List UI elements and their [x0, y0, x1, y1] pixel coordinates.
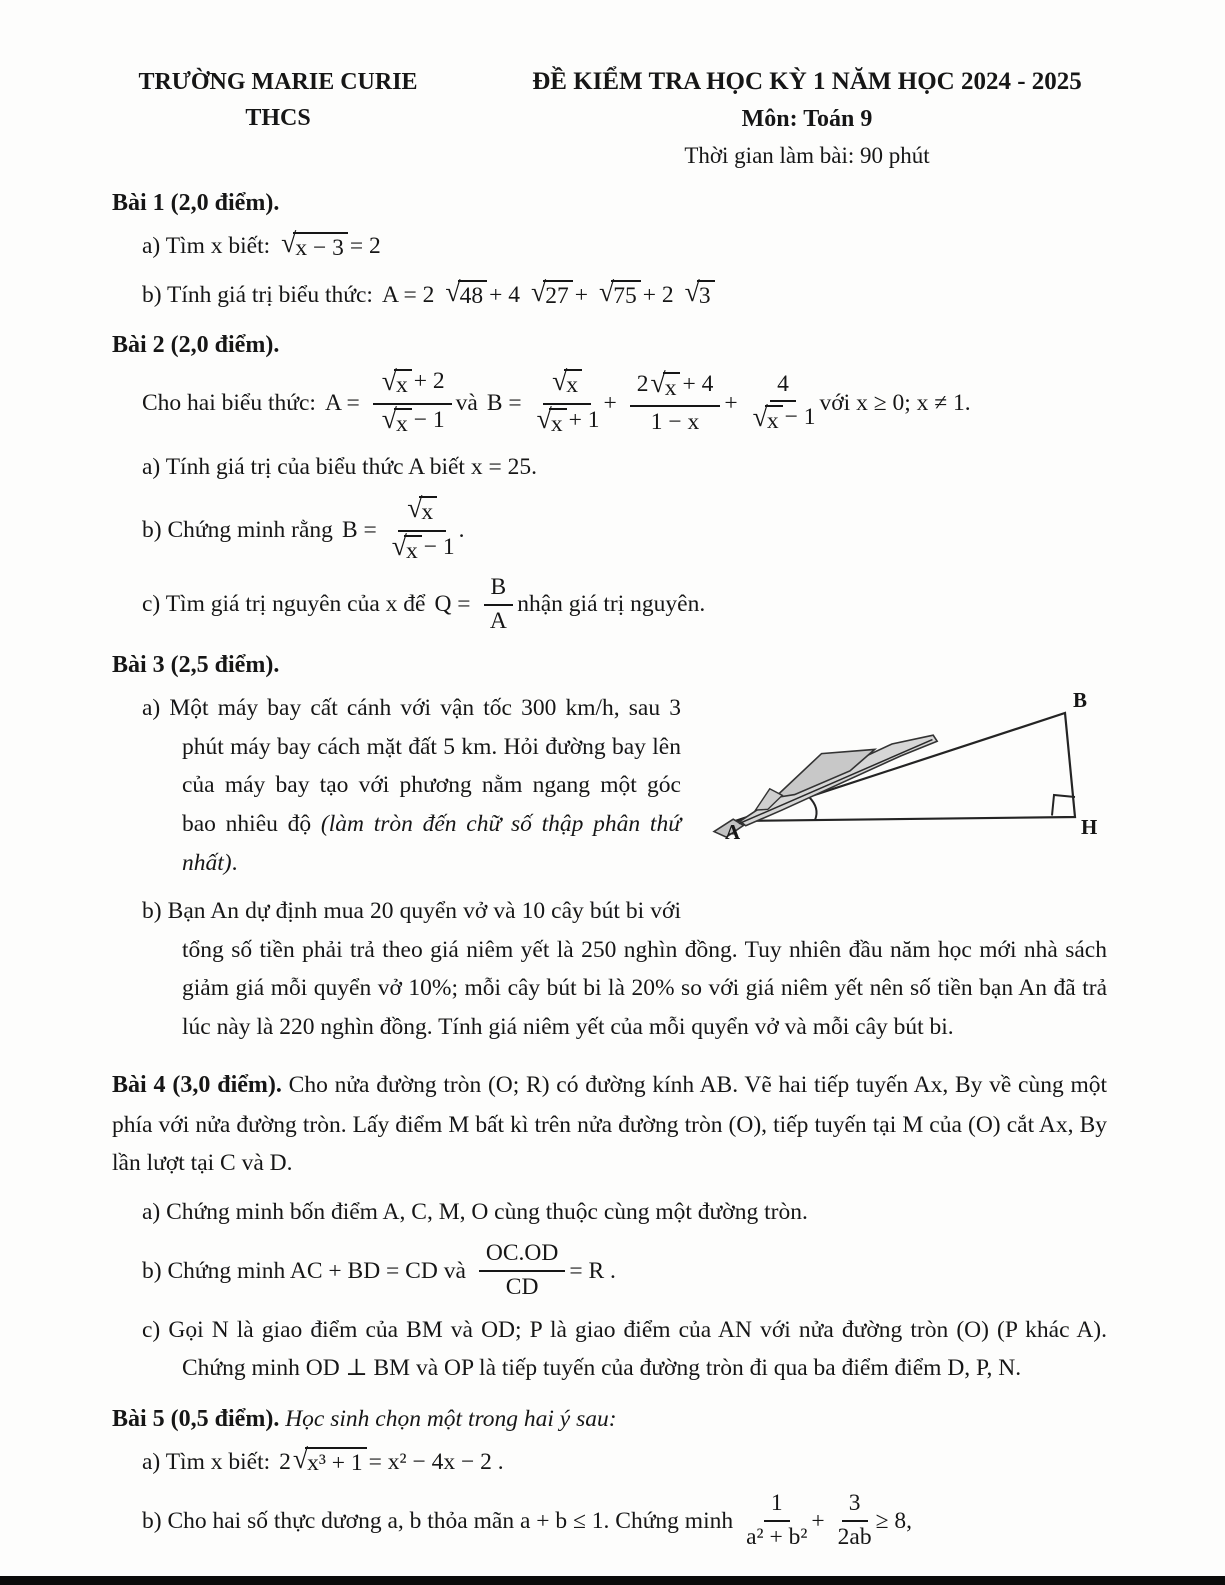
numerator: [770, 372, 796, 403]
math-text: B =: [341, 517, 377, 544]
denominator: [390, 532, 455, 565]
denominator: [651, 407, 700, 436]
numerator: [398, 492, 446, 531]
problem-3-heading: Bài 3 (2,5 điểm).: [112, 652, 280, 679]
math-text: + 2: [642, 281, 674, 308]
exam-title: ĐỀ KIỂM TRA HỌC KỲ 1 NĂM HỌC 2024 - 2025: [532, 68, 1082, 95]
sqrt-expression: [445, 275, 487, 310]
problem-2-item-b: [142, 492, 1107, 564]
denominator: [746, 1522, 807, 1551]
numerator: [373, 365, 452, 404]
radical-icon: √: [650, 367, 666, 399]
condition-text: với x ≥ 0; x ≠ 1.: [819, 390, 971, 417]
item-label: b) Chứng minh AC + BD = CD và: [142, 1257, 466, 1284]
radicand: x: [419, 496, 437, 526]
math-text: A =: [324, 390, 360, 417]
math-text: OC.OD: [485, 1240, 559, 1267]
math-text: 3: [848, 1490, 861, 1517]
radicand: x³ + 1: [305, 1447, 367, 1477]
math-text: a² + b²: [746, 1524, 808, 1551]
radical-icon: √: [684, 275, 700, 307]
math-text: nhận giá trị nguyên.: [517, 591, 706, 618]
radicand: x: [549, 408, 567, 438]
radicand: 75: [611, 280, 641, 310]
radicand: x: [765, 405, 783, 435]
math-text: 1 − x: [650, 408, 700, 435]
radical-icon: √: [381, 365, 397, 397]
problem-5-item-b: [142, 1491, 1107, 1551]
math-text: + 1: [568, 406, 600, 433]
math-text: B =: [486, 390, 522, 417]
denominator: [838, 1522, 872, 1551]
sqrt-expression: [531, 275, 573, 310]
item-label: c) Tìm giá trị nguyên của x để: [142, 591, 426, 618]
problem-4-heading: Bài 4 (3,0 điểm).: [112, 1072, 282, 1099]
radicand: 27: [543, 280, 573, 310]
math-text: ≥ 8,: [875, 1508, 913, 1535]
airplane-triangle-diagram: [707, 691, 1107, 841]
problem-4-item-c: c) Gọi N là giao điểm của BM và OD; P là giao điểm của AN với nửa đường tròn (O) (P khác A). Chứng minh OD ⊥ BM và OP là tiếp tuyến của đường tròn đi qua ba điểm điểm D, P, N.: [142, 1316, 1107, 1382]
title-block: [444, 64, 1170, 172]
item-text: .: [231, 849, 238, 876]
math-text: = x² − 4x − 2 .: [368, 1448, 504, 1475]
problem-5-item-a: [142, 1443, 1107, 1482]
radicand: x: [394, 369, 412, 399]
math-text: 1: [770, 1490, 783, 1517]
angle-arc-icon: [809, 797, 817, 820]
radical-icon: √: [281, 227, 297, 259]
radicand: x: [564, 369, 582, 399]
vertex-label-b: B: [1073, 691, 1088, 713]
exam-header: [112, 64, 1170, 172]
vertex-label-a: A: [725, 820, 741, 842]
item-label: b) Cho hai số thực dương a, b thỏa mãn a + b ≤ 1. Chứng minh: [142, 1508, 734, 1535]
problem-4: [112, 1066, 1107, 1388]
numerator: [842, 1491, 868, 1522]
radical-icon: √: [445, 275, 461, 307]
fraction: [479, 1241, 565, 1301]
math-text: + 4: [489, 281, 520, 308]
radical-icon: √: [407, 492, 423, 524]
math-text: A = 2: [381, 281, 435, 308]
sqrt-expression: [292, 1442, 367, 1477]
problem-5: [112, 1406, 1107, 1551]
numerator: [630, 367, 721, 407]
radicand: 3: [697, 280, 715, 310]
problem-1: [112, 190, 1107, 314]
problem-2-heading: Bài 2 (2,0 điểm).: [112, 332, 280, 359]
item-label: b) Chứng minh rằng: [142, 517, 333, 544]
numerator: [543, 365, 591, 404]
sqrt-expression: [281, 227, 348, 262]
math-text: .: [458, 517, 465, 544]
radical-icon: √: [536, 403, 552, 435]
item-label: a) Tìm x biết:: [142, 1448, 271, 1475]
school-block: [112, 64, 444, 172]
equation-tail: = 2: [349, 233, 381, 260]
math-text: Q =: [434, 591, 471, 618]
school-name: TRƯỜNG MARIE CURIE: [138, 69, 418, 95]
radical-icon: √: [381, 403, 397, 435]
problem-2-formula: [142, 365, 1107, 437]
problem-2-item-a: a) Tính giá trị của biểu thức A biết x = 25.: [142, 453, 537, 480]
radical-icon: √: [752, 401, 768, 433]
math-text: − 1: [423, 533, 455, 560]
fraction: [746, 1491, 807, 1551]
radical-icon: √: [552, 365, 568, 397]
sqrt-expression: [598, 275, 641, 310]
math-text: CD: [505, 1274, 539, 1300]
math-text: + 4: [682, 370, 714, 397]
problem-4-item-b: [142, 1241, 1107, 1301]
math-text: +: [603, 390, 617, 417]
exam-subject: Môn: Toán 9: [741, 106, 873, 133]
problem-4-intro: [112, 1066, 1107, 1182]
problem-1-item-b: [142, 276, 1107, 315]
radicand: 48: [458, 280, 488, 310]
math-text: − 1: [784, 404, 816, 431]
fraction: [535, 365, 600, 437]
item-text: b) Bạn An dự định mua 20 quyển vở và 10 cây bút bi với tổng số tiền phải trả theo giá niêm yết là 250 nghìn đồng. Tuy nhiên đầu năm học mới nhà sách giảm giá mỗi quyển vở 10%; mỗi cây bút bi là 20% so với giá niêm yết nên số tiền bạn An đã trả lúc này là 220 nghìn đồng. Tính giá niêm yết của mỗi quyển vở và mỗi cây bút bi.: [142, 898, 1107, 1040]
problem-1-item-a: [142, 227, 1107, 266]
item-label: a) Tìm x biết:: [142, 233, 271, 260]
radical-icon: √: [531, 275, 547, 307]
radicand: x: [394, 408, 412, 438]
math-text: và: [455, 390, 478, 417]
math-text: 2: [279, 1448, 291, 1475]
radical-icon: √: [598, 275, 615, 307]
denominator: [506, 1272, 539, 1301]
numerator: [764, 1491, 790, 1522]
math-text: A: [489, 607, 507, 634]
radical-icon: √: [292, 1442, 309, 1474]
problem-5-heading: [112, 1406, 1107, 1433]
fraction: [484, 575, 514, 635]
math-text: + 2: [413, 368, 445, 395]
numerator: [479, 1241, 565, 1272]
problem-2-item-c: [142, 575, 1107, 635]
problem-4-item-a: a) Chứng minh bốn điểm A, C, M, O cùng thuộc cùng một đường tròn.: [142, 1198, 808, 1225]
fraction: [838, 1491, 872, 1551]
heading-note-italic: Học sinh chọn một trong hai ý sau:: [279, 1405, 617, 1432]
vertex-label-h: H: [1081, 815, 1098, 840]
intro-label: Cho hai biểu thức:: [142, 390, 316, 417]
math-text: +: [574, 281, 588, 308]
math-text: 2ab: [837, 1524, 872, 1551]
item-text-italic: (làm tròn đến chữ số thập phân thứ nhất): [182, 811, 682, 876]
math-text: 4: [777, 370, 789, 397]
problem-3-item-b: [142, 892, 1107, 1046]
radicand: x: [663, 372, 681, 402]
airplane-sketch: [707, 720, 946, 841]
numerator: [484, 575, 514, 606]
math-text: = R .: [569, 1257, 616, 1284]
denominator: [490, 606, 507, 635]
denominator: [380, 405, 445, 438]
math-text: B: [490, 573, 507, 600]
exam-duration: Thời gian làm bài: 90 phút: [684, 143, 930, 169]
problem-1-heading: Bài 1 (2,0 điểm).: [112, 190, 280, 217]
problem-2: [112, 332, 1107, 634]
heading-text: Bài 5 (0,5 điểm).: [112, 1405, 280, 1432]
radicand: x: [404, 535, 422, 565]
problem-3: [112, 652, 1107, 1046]
item-text: a) Một máy bay cất cánh với vận tốc 300 km/h, sau 3 phút máy bay cách mặt đất 5 km. Hỏi đường bay lên của máy bay tạo với phương nằm ngang một góc bao nhiêu độ: [142, 695, 681, 838]
school-level: THCS: [245, 105, 311, 131]
fraction: [630, 367, 721, 436]
sqrt-expression: [684, 275, 715, 310]
fraction: [390, 492, 455, 564]
right-angle-icon: [1052, 795, 1075, 816]
radicand: x − 3: [293, 232, 348, 262]
fraction: [373, 365, 452, 437]
math-text: − 1: [413, 406, 445, 433]
math-text: 2: [636, 370, 649, 397]
math-text: +: [724, 390, 738, 417]
intro-text: Cho nửa đường tròn (O; R) có đường kính AB. Vẽ hai tiếp tuyến Ax, By về cùng một phía với nửa đường tròn. Lấy điểm M bất kì trên nửa đường tròn (O), tiếp tuyến tại M của (O) cắt Ax, By lần lượt tại C và D.: [112, 1072, 1108, 1177]
radical-icon: √: [391, 530, 407, 562]
item-label: b) Tính giá trị biểu thức:: [142, 281, 373, 308]
denominator: [751, 402, 816, 435]
denominator: [535, 405, 600, 438]
scan-edge-artifact: [0, 1576, 1225, 1585]
math-text: +: [811, 1508, 825, 1535]
fraction: [751, 372, 816, 436]
